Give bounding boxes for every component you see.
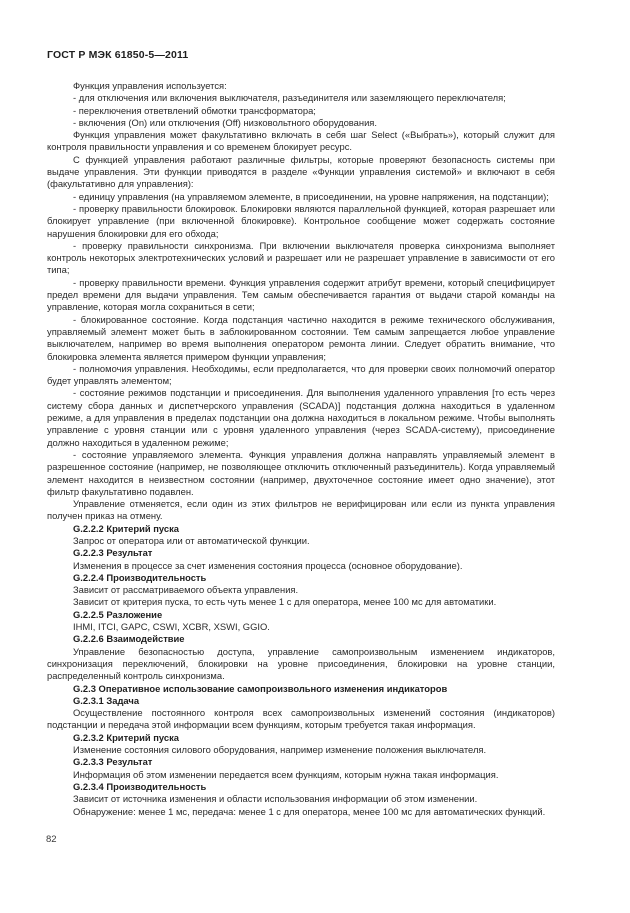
- paragraph: Обнаружение: менее 1 мс, передача: менее 1 с для оператора, менее 100 мс для автоматических функций.: [73, 805, 546, 817]
- paragraph: Функция управления может факультативно включать в себя шаг Select («Выбрать»), который служит для контроля правильности управления и со временем блокирует ресурс.: [47, 129, 555, 153]
- paragraph: - состояние управляемого элемента. Функция управления должна направлять управляемый элемент в разрешенное состояние (например, не позволяющее отключить отключенный разъединитель). Когда управляемый элемент находится в неизвестном состоянии (например, двухточечное состояние имеет одно значение), этот фильтр факультативно подавлен.: [47, 448, 555, 497]
- paragraph: Изменения в процессе за счет изменения состояния процесса (основное оборудование).: [73, 559, 463, 571]
- section-heading: G.2.2.3 Результат: [73, 547, 153, 559]
- document-header: ГОСТ Р МЭК 61850-5—2011: [47, 49, 189, 61]
- section-heading: G.2.2.4 Производительность: [73, 571, 207, 583]
- section-heading: G.2.3.1 Задача: [73, 694, 140, 706]
- paragraph: - состояние режимов подстанции и присоединения. Для выполнения удаленного управления [то есть через систему сбора данных и диспетчерского управления (SCADA)] подстанция должна находиться в удаленном режиме, а для управления в пределах подстанции она должна находиться в локальном режиме. Чтобы выполнять управление с уровня станции или с уровня удаленного управления (через SCADA-систему), присоединение должно находиться в удаленном режиме;: [47, 387, 555, 448]
- paragraph: С функцией управления работают различные фильтры, которые проверяют безопасность системы при выдаче управления. Эти функции приводятся в разделе «Функции управления системой» и включают в себя (факультативно для управления):: [47, 153, 555, 190]
- section-heading: G.2.2.5 Разложение: [73, 608, 163, 620]
- paragraph: - проверку правильности времени. Функция управления содержит атрибут времени, который специфицирует предел времени для выдачи управления. Тем самым обеспечивается гарантия от выдачи старой команды на управление, которая могла сохраниться в сети;: [47, 276, 555, 313]
- paragraph: Управление безопасностью доступа, управление самопроизвольным изменением индикаторов, синхронизация переключений, блокировки на уровне присоединения, блокировки на уровне станции, распределенный контроль синхронизма.: [47, 645, 555, 682]
- paragraph: IHMI, ITCI, GAPC, CSWI, XCBR, XSWI, GGIO.: [73, 621, 270, 633]
- paragraph: - переключения ответвлений обмотки трансформатора;: [73, 104, 316, 116]
- section-heading: G.2.2.2 Критерий пуска: [73, 522, 179, 534]
- paragraph: Зависит от критерия пуска, то есть чуть менее 1 с для оператора, менее 100 мс для автоматики.: [73, 596, 497, 608]
- paragraph: - для отключения или включения выключателя, разъединителя или заземляющего переключателя;: [73, 92, 506, 104]
- paragraph: - проверку правильности блокировок. Блокировки являются параллельной функцией, которая разрешает или блокирует управление (при включенной блокировке). Контрольное сообщение может содержать состояние нарушения блокировки для его обхода;: [47, 202, 555, 239]
- paragraph: - единицу управления (на управляемом элементе, в присоединении, на уровне напряжения, на подстанции);: [73, 190, 549, 202]
- section-heading: G.2.3.4 Производительность: [73, 780, 207, 792]
- paragraph: - блокированное состояние. Когда подстанция частично находится в режиме технического обслуживания, управляемый элемент может быть в заблокированном состоянии. Тем самым запрещается любое управление выключателем, например во время выполнения оператором ремонта линии. Следует обратить внимание, что блокировка элемента является примером функции управления;: [47, 313, 555, 362]
- document-body: [47, 80, 555, 818]
- paragraph: Осуществление постоянного контроля всех самопроизвольных изменений состояния (индикаторов) подстанции и передача этой информации всем функциям, которым требуется такая информация.: [47, 707, 555, 731]
- paragraph: Управление отменяется, если один из этих фильтров не верифицирован или если из пункта управления получен приказ на отмену.: [47, 498, 555, 522]
- paragraph: Функция управления используется:: [73, 80, 227, 91]
- paragraph: - включения (On) или отключения (Off) низковольтного оборудования.: [73, 116, 377, 128]
- paragraph: Зависит от рассматриваемого объекта управления.: [73, 584, 299, 596]
- paragraph: - проверку правильности синхронизма. При включении выключателя проверка синхронизма выполняет контроль некоторых электротехнических условий и разрешает или не разрешает управление в зависимости от его типа;: [47, 239, 555, 276]
- page-number: 82: [46, 834, 57, 845]
- paragraph: Зависит от источника изменения и области использования информации об этом изменении.: [73, 793, 478, 805]
- section-heading: G.2.3.2 Критерий пуска: [73, 731, 179, 743]
- section-heading: G.2.2.6 Взаимодействие: [73, 633, 185, 645]
- section-heading: G.2.3.3 Результат: [73, 756, 153, 768]
- paragraph: - полномочия управления. Необходимы, если предполагается, что для проверки своих полномочий оператор будет управлять элементом;: [47, 362, 555, 387]
- paragraph: Информация об этом изменении передается всем функциям, которым нужна такая информация.: [73, 768, 499, 780]
- paragraph: Изменение состояния силового оборудования, например изменение положения выключателя.: [73, 744, 487, 756]
- section-heading: G.2.3 Оперативное использование самопроизвольного изменения индикаторов: [73, 682, 448, 694]
- paragraph: Запрос от оператора или от автоматической функции.: [73, 534, 310, 546]
